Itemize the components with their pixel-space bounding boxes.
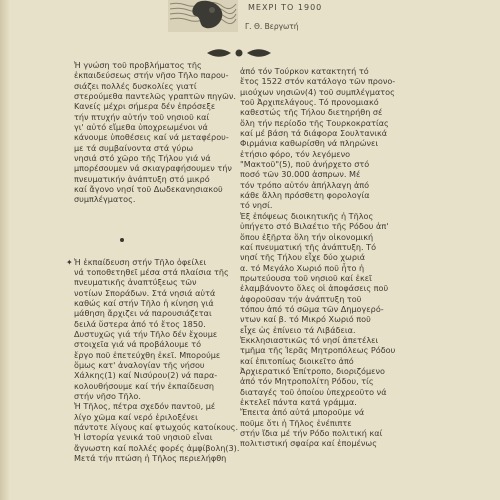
text-line: πολιτιστική σφαίρα καί ἑπομένως: [240, 438, 377, 449]
text-line: πνευματικῆς ἀναπτύξεως τῶν: [74, 277, 197, 288]
text-line: [74, 246, 234, 256]
text-line: καθεστώς τῆς Τήλου διετηρήθη σέ: [240, 107, 383, 118]
text-line: ὅμως κατ' ἀναλογίαν τῆς νήσου: [74, 359, 205, 370]
text-line: καί ἄγονο νησί τοῦ Δωδεκανησιακοῦ: [74, 184, 223, 195]
text-line: τόν τρόπο αὐτόν ἀπήλλαγη ἀπό: [240, 179, 370, 190]
header-title-tail: ΜΕΧΡΙ ΤΟ 1900: [248, 3, 323, 12]
text-line: κάνουμε ὑποθέσεις καί νά μεταφέρου-: [74, 132, 229, 143]
text-line: συμπλέγματος.: [74, 194, 136, 205]
text-line: ἔργο ποῦ ἐπετεύχθη ἐκεῖ. Μπορούμε: [74, 349, 221, 360]
text-line: Ἀρχιερατικό Ἐπίτροπο, διοριζόμενο: [240, 365, 386, 376]
text-line: ὅλη τήν περίοδο τῆς Τουρκοκρατίας: [240, 117, 389, 128]
text-line: Χάλκης(1) καί Νισύρου(2) νά παρα-: [74, 370, 218, 381]
text-line: ἄγνωστη καί πολλές φορές ἀμφίβολη(3).: [74, 442, 240, 453]
text-line: στήν νῆσο Τῆλο.: [74, 391, 141, 401]
text-line: κολουθήσουμε καί τήν ἐκπαίδευση: [74, 380, 214, 391]
text-line: τόπου ἀπό τό σῶμα τῶν Δημογερό-: [240, 303, 384, 314]
text-line: Ἡ ἱστορία γενικά τοῦ νησιοῦ εἶναι: [74, 432, 213, 443]
text-line: μάθηση ἄρχιζει νά παρουσιάζεται: [74, 308, 212, 319]
text-line: λίγο χῶμα καί νερό ἐριλοξένει: [74, 411, 198, 422]
text-line: [74, 205, 234, 215]
text-line: ἐτήσιο φόρο, τόν λεγόμενο: [240, 148, 351, 159]
text-line: ὅπου ἐξῆρτα ὅλη τήν οἰκονομική: [240, 231, 374, 242]
text-line: ἀπό τόν Μητροπολίτη Ρόδου, τίς: [240, 376, 374, 387]
text-line: γι' αὐτό εἴμεθα ὑποχρεωμένοι νά: [74, 122, 208, 133]
text-line: "Μακτοῦ"(5), ποῦ ἀνήρχετο στό: [240, 159, 370, 170]
text-line: νά τοποθετηθεῖ μέσα στά πλαίσια τῆς: [74, 266, 229, 277]
text-line: τμῆμα τῆς Ἱερᾶς Μητροπόλεως Ρόδου: [240, 345, 396, 356]
text-line: μπορέσουμεν νά σκιαγραφήσουμεν τήν: [74, 163, 232, 174]
text-line: ἐκπαιδεύσεως στήν νῆσο Τῆλο παρου-: [74, 70, 229, 81]
text-line: πνευματικήν ἀνάπτυξη στό μικρό: [74, 173, 210, 184]
text-line: μιούχων νησιῶν(4) τοῦ συμπλέγματος: [240, 86, 395, 97]
text-line: με τά συμβαίνοντα στά γύρω: [74, 142, 194, 153]
text-line: διαταγές τοῦ ὁποίου ὑπεχρεοῦτο νά: [240, 386, 387, 397]
text-line: εἶχε ὡς ἐπίνειο τά Λιβάδεια.: [240, 324, 356, 335]
text-line: Ἡ ἐκπαίδευση στήν Τῆλο ὀφείλει: [74, 256, 207, 267]
text-line: ἐλαμβάνοντο ὅλες οἱ ἀποφάσεις ποῦ: [240, 283, 389, 294]
text-line: πάντοτε λίγους καί φτωχούς κατοίκους.: [74, 422, 239, 433]
text-line: Ἡ γνώση τοῦ προβλήματος τῆς: [74, 60, 202, 70]
text-line: ποῦμε ὅτι ἡ Τῆλος ἐνέπιπτε: [240, 417, 352, 428]
text-line: στήν ἴδια μέ τήν Ρόδο πολιτική καί: [240, 428, 383, 439]
section-star-icon: ✦: [66, 258, 73, 267]
text-line: σιάζει πολλές δυσκολίες γιατί: [74, 80, 197, 91]
text-line: νησί τῆς Τήλου εἶχε δύο χωριά: [240, 252, 366, 263]
text-line: α. τό Μεγάλο Χωριό ποῦ ἦτο ἡ: [240, 262, 365, 273]
text-line: καί ἐπιτοπίως διοικεῖτο ἀπό: [240, 355, 354, 366]
text-line: ἀπό τόν Τούρκον κατακτητή τό: [240, 66, 369, 76]
text-line: ἐκτελεῖ πάντα κατά γράμμα.: [240, 397, 357, 407]
text-line: στερούμεθα παντελῶς γραπτῶν πηγῶν.: [74, 91, 236, 102]
text-line: ντων καί β. τό Μικρό Χωριό ποῦ: [240, 314, 371, 325]
text-line: Ἐκκλησιαστικῶς τό νησί ἀπετέλει: [240, 334, 379, 345]
text-line: καί πνευματική τῆς ἀνάπτυξη. Τό: [240, 241, 377, 252]
text-line: [74, 215, 234, 225]
text-line: Ἔπειτα ἀπό αὐτά μποροῦμε νά: [240, 407, 365, 418]
text-line: Δυστυχῶς γιά τήν Τῆλο δέν ἔχουμε: [74, 328, 218, 339]
left-text-column: [74, 60, 240, 464]
text-line: νοτίων Σποράδων. Στά νησιά αὐτά: [74, 287, 216, 298]
text-line: τό νησί.: [240, 200, 273, 211]
text-line: καί μέ βάση τά διάφορα Σουλτανικά: [240, 128, 388, 139]
right-text-column: [240, 66, 404, 449]
text-line: [74, 226, 234, 236]
text-line: Φιρμάνια καθωρίσθη νά πληρώνει: [240, 138, 379, 149]
text-line: Μετά τήν πτώση ἡ Τῆλος περιελήφθη: [74, 453, 227, 464]
text-line: στοιχεῖα γιά νά προβάλουμε τό: [74, 339, 202, 350]
text-line: [74, 236, 234, 246]
text-line: Κανείς μέχρι σήμερα δέν ἐπρόσεξε: [74, 101, 216, 112]
page-binding-edge: [0, 0, 10, 500]
text-line: ἀφοροῦσαν τήν ἀνάπτυξη τοῦ: [240, 293, 362, 304]
text-line: τοῦ Ἀρχιπελάγους. Τό προνομιακό: [240, 97, 379, 108]
author-name: Γ. Θ. Βεργωτή: [245, 22, 299, 31]
text-line: καθώς καί στήν Τῆλο ἡ κίνηση γιά: [74, 297, 214, 308]
text-line: ἔτος 1522 στόν κατάλογο τῶν προνο-: [240, 76, 396, 87]
text-line: Ἐξ ἐπόψεως διοικητικῆς ἡ Τῆλος: [240, 210, 374, 221]
text-line: δειλά ὕστερα ἀπό τό ἔτος 1850.: [74, 318, 206, 329]
text-line: τήν πτυχήν αὐτήν τοῦ νησιοῦ καί: [74, 111, 210, 122]
section-bullet-icon: [120, 238, 124, 242]
text-line: ὑπήγετο στό Βιλαέτιο τῆς Ρόδου ἀπ': [240, 221, 389, 232]
text-line: νησιά στό χῶρο τῆς Τήλου γιά νά: [74, 153, 211, 164]
header-illustration: [168, 0, 238, 32]
text-line: ποσό τῶν 30.000 ἀσπρων. Μέ: [240, 169, 361, 180]
text-line: πρωτεύουσα τοῦ νησιοῦ καί ἐκεῖ: [240, 272, 372, 283]
text-line: Ἡ Τῆλος, πέτρα σχεδόν παντοῦ, μέ: [74, 401, 216, 412]
text-line: κάθε ἄλλη πρόσθετη φορολογία: [240, 190, 370, 201]
